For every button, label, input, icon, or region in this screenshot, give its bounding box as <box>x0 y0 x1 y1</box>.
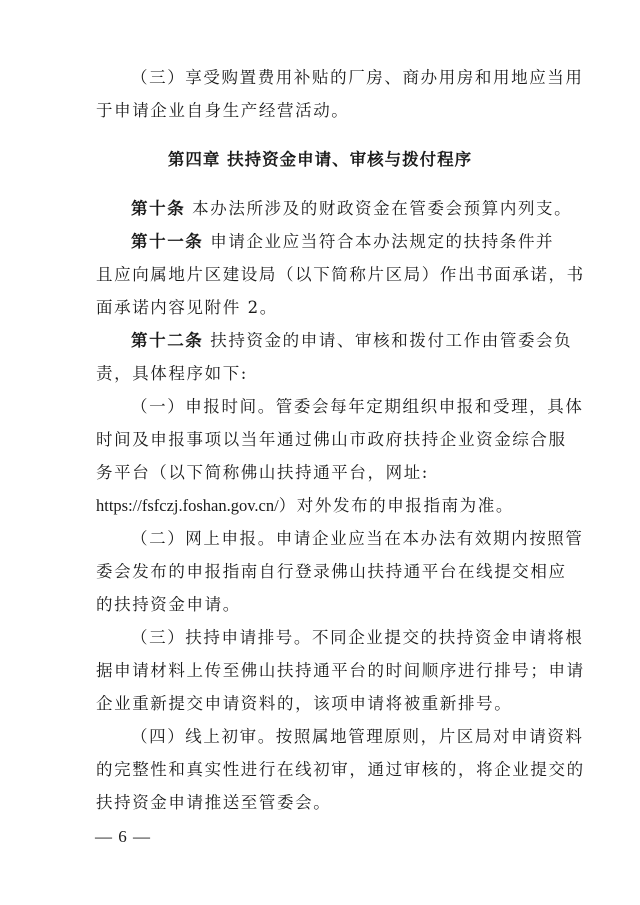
article-10-title: 第十条 <box>131 199 186 218</box>
paragraph-line: 委会发布的申报指南自行登录佛山扶持通平台在线提交相应 <box>96 562 567 581</box>
article-10-text: 本办法所涉及的财政资金在管委会预算内列支。 <box>185 199 573 218</box>
paragraph-line: 务平台（以下简称佛山扶持通平台，网址: <box>96 463 429 482</box>
paragraph-line: （一）申报时间。管委会每年定期组织申报和受理，具体 <box>131 397 584 416</box>
article-10 <box>131 199 573 219</box>
article-12-text: 扶持资金的申请、审核和拨付工作由管委会负 <box>203 331 573 350</box>
article-12 <box>131 331 573 351</box>
paragraph-line: 企业重新提交申请资料的，该项申请将被重新排号。 <box>96 694 513 713</box>
website-url: https://fsfczj.foshan.gov.cn/ <box>96 496 279 515</box>
paragraph-line: 据申请材料上传至佛山扶持通平台的时间顺序进行排号；申请 <box>96 661 585 680</box>
paragraph-line: 扶持资金申请推送至管委会。 <box>96 793 332 812</box>
paragraph-line: 的完整性和真实性进行在线初审，通过审核的，将企业提交的 <box>96 760 585 779</box>
paragraph-line: （二）网上申报。申请企业应当在本办法有效期内按照管 <box>131 529 584 548</box>
paragraph-line: 于申请企业自身生产经营活动。 <box>96 101 350 120</box>
paragraph-line: 的扶持资金申请。 <box>96 595 241 614</box>
paragraph-line-url <box>96 496 556 516</box>
paragraph-line: 且应向属地片区建设局（以下简称片区局）作出书面承诺，书 <box>96 265 585 284</box>
article-12-title: 第十二条 <box>131 331 204 350</box>
article-11 <box>131 232 556 252</box>
paragraph-line: 面承诺内容见附件 2。 <box>96 298 278 317</box>
chapter-heading: 第四章 扶持资金申请、审核与拨付程序 <box>167 150 473 169</box>
page-number: — 6 — <box>95 827 151 846</box>
url-trailing-text: ）对外发布的申报指南为准。 <box>278 496 514 515</box>
paragraph-line: 时间及申报事项以当年通过佛山市政府扶持企业资金综合服 <box>96 430 567 449</box>
article-11-title: 第十一条 <box>131 232 204 251</box>
paragraph-line: （三）享受购置费用补贴的厂房、商办用房和用地应当用 <box>131 68 584 87</box>
paragraph-line: 责，具体程序如下: <box>96 364 248 383</box>
article-11-text: 申请企业应当符合本办法规定的扶持条件并 <box>203 232 555 251</box>
paragraph-line: （三）扶持申请排号。不同企业提交的扶持资金申请将根 <box>131 628 584 647</box>
paragraph-line: （四）线上初审。按照属地管理原则，片区局对申请资料 <box>131 727 584 746</box>
